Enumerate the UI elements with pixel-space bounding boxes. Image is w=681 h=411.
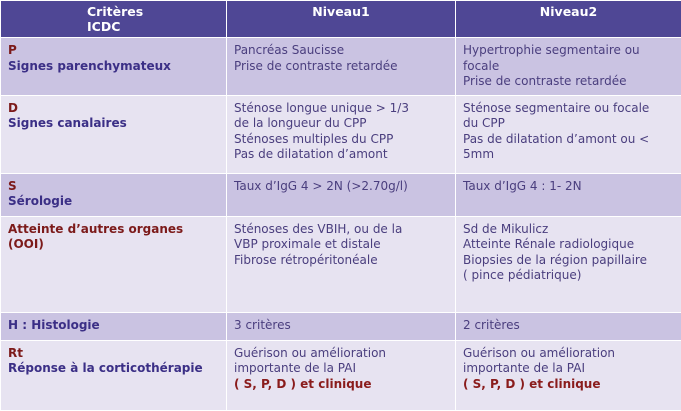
cell-line: Pancréas Saucisse bbox=[234, 43, 448, 59]
cell-emphasis: ( S, P, D ) et clinique bbox=[234, 377, 448, 393]
niveau2-cell-ooi bbox=[456, 216, 681, 312]
table-row-s bbox=[1, 173, 681, 216]
niveau2-cell-h bbox=[456, 312, 681, 340]
cell-line: Sténose longue unique > 1/3 bbox=[234, 101, 448, 117]
table-row-p bbox=[1, 38, 681, 96]
table-row-ooi bbox=[1, 216, 681, 312]
criterion-label: Signes parenchymateux bbox=[8, 59, 219, 75]
criterion-cell-s bbox=[1, 173, 227, 216]
niveau1-cell-s bbox=[227, 173, 456, 216]
cell-line: Pas de dilatation d’amont bbox=[234, 147, 448, 163]
criterion-label: H : Histologie bbox=[8, 318, 219, 334]
cell-line: Prise de contraste retardée bbox=[463, 74, 674, 90]
criterion-letter: S bbox=[8, 179, 219, 195]
cell-line: Guérison ou amélioration bbox=[463, 346, 674, 362]
header-criteres bbox=[1, 1, 227, 38]
criterion-label: Sérologie bbox=[8, 194, 219, 210]
criterion-label: Atteinte d’autres organes bbox=[8, 222, 219, 238]
criterion-letter: Rt bbox=[8, 346, 219, 362]
cell-line: Sténoses des VBIH, ou de la bbox=[234, 222, 448, 238]
table-row-h bbox=[1, 312, 681, 340]
criterion-letter: D bbox=[8, 101, 219, 117]
cell-line: Sténoses multiples du CPP bbox=[234, 132, 448, 148]
niveau2-cell-rt bbox=[456, 340, 681, 410]
criterion-label: Signes canalaires bbox=[8, 116, 219, 132]
criterion-letter: P bbox=[8, 43, 219, 59]
cell-line: Sd de Mikulicz bbox=[463, 222, 674, 238]
niveau1-cell-ooi bbox=[227, 216, 456, 312]
header-niveau2: Niveau2 bbox=[456, 1, 681, 38]
cell-line: du CPP bbox=[463, 116, 674, 132]
cell-line: Sténose segmentaire ou focale bbox=[463, 101, 674, 117]
header-criteres-line1: Critères bbox=[87, 4, 220, 19]
cell-emphasis: ( S, P, D ) et clinique bbox=[463, 377, 674, 393]
table-header-row bbox=[1, 1, 681, 38]
criterion-cell-d bbox=[1, 95, 227, 173]
cell-line: Atteinte Rénale radiologique bbox=[463, 237, 674, 253]
cell-line: importante de la PAI bbox=[463, 361, 674, 377]
cell-line: Taux d’IgG 4 > 2N (>2.70g/l) bbox=[234, 179, 448, 195]
criterion-abbrev: (OOI) bbox=[8, 237, 219, 253]
criterion-cell-h bbox=[1, 312, 227, 340]
table-row-d bbox=[1, 95, 681, 173]
cell-line: 2 critères bbox=[463, 318, 674, 334]
criterion-cell-rt bbox=[1, 340, 227, 410]
niveau1-cell-h bbox=[227, 312, 456, 340]
cell-line: Biopsies de la région papillaire bbox=[463, 253, 674, 269]
niveau2-cell-d bbox=[456, 95, 681, 173]
criterion-cell-p bbox=[1, 38, 227, 96]
cell-line: Fibrose rétropéritonéale bbox=[234, 253, 448, 269]
niveau2-cell-s bbox=[456, 173, 681, 216]
cell-line: Hypertrophie segmentaire ou bbox=[463, 43, 674, 59]
cell-line: Taux d’IgG 4 : 1- 2N bbox=[463, 179, 674, 195]
niveau2-cell-p bbox=[456, 38, 681, 96]
niveau1-cell-d bbox=[227, 95, 456, 173]
criterion-label: Réponse à la corticothérapie bbox=[8, 361, 219, 377]
header-criteres-line2: ICDC bbox=[87, 19, 220, 34]
cell-line: 5mm bbox=[463, 147, 674, 163]
header-niveau1: Niveau1 bbox=[227, 1, 456, 38]
cell-line: ( pince pédiatrique) bbox=[463, 268, 674, 284]
cell-line: focale bbox=[463, 59, 674, 75]
table-row-rt bbox=[1, 340, 681, 410]
cell-line: Prise de contraste retardée bbox=[234, 59, 448, 75]
cell-line: VBP proximale et distale bbox=[234, 237, 448, 253]
niveau1-cell-rt bbox=[227, 340, 456, 410]
niveau1-cell-p bbox=[227, 38, 456, 96]
cell-line: Guérison ou amélioration bbox=[234, 346, 448, 362]
cell-line: Pas de dilatation d’amont ou < bbox=[463, 132, 674, 148]
cell-line: de la longueur du CPP bbox=[234, 116, 448, 132]
cell-line: 3 critères bbox=[234, 318, 448, 334]
criterion-cell-ooi bbox=[1, 216, 227, 312]
cell-line: importante de la PAI bbox=[234, 361, 448, 377]
